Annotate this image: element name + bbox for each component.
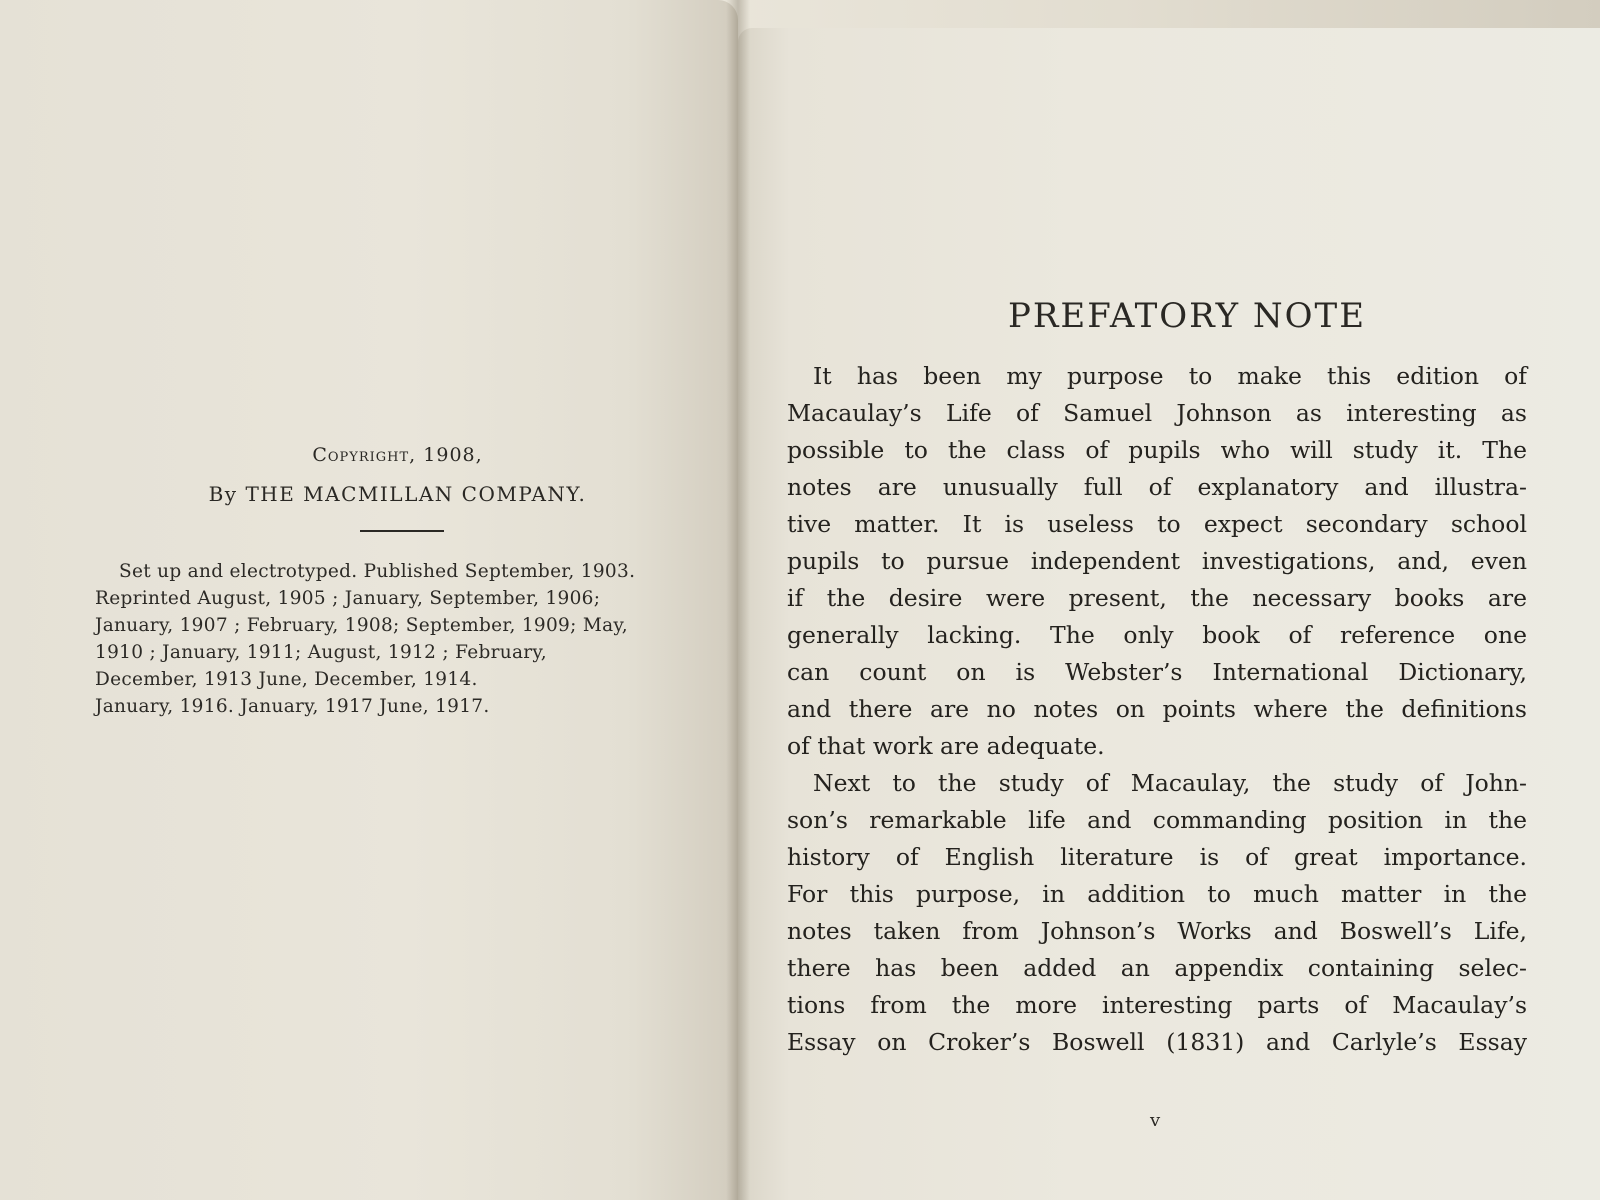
text-line: history of English literature is of great importance. — [787, 843, 1527, 871]
imprint-line: 1910 ; January, 1911; August, 1912 ; February, — [95, 642, 547, 663]
left-page — [0, 0, 738, 1200]
text-line: there has been added an appendix containing selec- — [787, 954, 1527, 982]
text-line: tive matter. It is useless to expect secondary school — [787, 510, 1527, 538]
copyright-block — [95, 444, 680, 720]
text-line: Essay on Croker’s Boswell (1831) and Carlyle’s Essay — [787, 1028, 1527, 1056]
prefatory-note — [787, 296, 1527, 1061]
paragraph-2 — [787, 765, 1527, 1061]
text-line: possible to the class of pupils who will study it. The — [787, 436, 1527, 464]
text-line: and there are no notes on points where the definitions — [787, 695, 1527, 723]
text-line: can count on is Webster’s International Dictionary, — [787, 658, 1527, 686]
text-line: It has been my purpose to make this edition of — [813, 362, 1527, 390]
book-gutter — [726, 0, 750, 1200]
text-line: of that work are adequate. — [787, 732, 1105, 760]
copyright-line: Copyright, 1908, — [312, 444, 483, 466]
imprint-history — [95, 558, 680, 720]
text-line: tions from the more interesting parts of Macaulay’s — [787, 991, 1527, 1019]
text-line: son’s remarkable life and commanding position in the — [787, 806, 1527, 834]
imprint-line: January, 1916. January, 1917 June, 1917. — [95, 696, 490, 717]
imprint-line: December, 1913 June, December, 1914. — [95, 669, 478, 690]
text-line: Macaulay’s Life of Samuel Johnson as interesting as — [787, 399, 1527, 427]
imprint-line: January, 1907 ; February, 1908; September, 1909; May, — [95, 615, 628, 636]
text-line: For this purpose, in addition to much matter in the — [787, 880, 1527, 908]
text-line: pupils to pursue independent investigations, and, even — [787, 547, 1527, 575]
text-line: generally lacking. The only book of reference one — [787, 621, 1527, 649]
paragraph-1 — [787, 358, 1527, 765]
text-line: Next to the study of Macaulay, the study of John- — [813, 769, 1527, 797]
imprint-line: Reprinted August, 1905 ; January, September, 1906; — [95, 588, 601, 609]
text-line: notes are unusually full of explanatory and illustra- — [787, 473, 1527, 501]
divider-rule — [360, 530, 444, 532]
text-line: if the desire were present, the necessary books are — [787, 584, 1527, 612]
text-line: notes taken from Johnson’s Works and Boswell’s Life, — [787, 917, 1527, 945]
page-number: v — [1150, 1110, 1161, 1131]
imprint-line: Set up and electrotyped. Published September, 1903. — [119, 561, 636, 582]
page-title: PREFATORY NOTE — [1007, 296, 1367, 336]
publisher-line: By THE MACMILLAN COMPANY. — [208, 482, 587, 506]
